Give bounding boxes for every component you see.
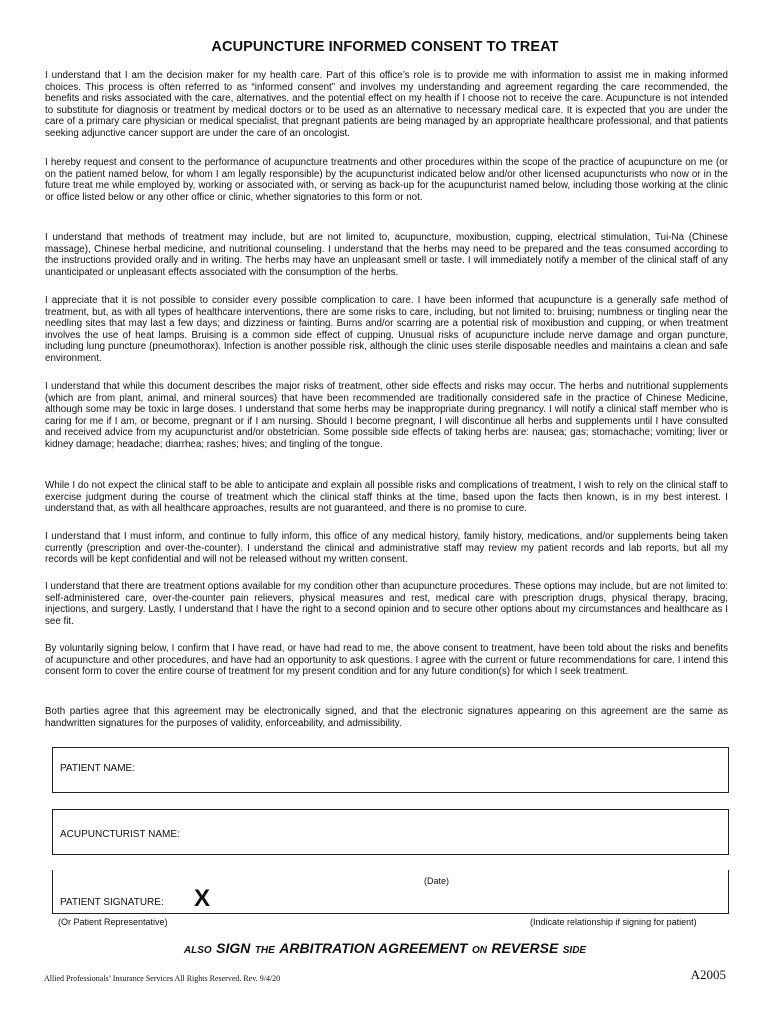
paragraph-informed-consent: I understand that I am the decision maker for my health care. Part of this office’s role is to provide me with information to assist me in making informed choices. This process is often referred to as “informed consent” and involves my understanding and agreement regarding the care recommended, the benefits and risks associated with the care, alternatives, and the potential effect on my health if I choose not to receive the care. Acupuncture is not intended to substitute for diagnosis or treatment by medical doctors or to be used as an alternative to necessary medical care. It is expected that you are under the care of a primary care physician or medical specialist, that pregnant patients are being managed by an appropriate healthcare professional, and that patients seeking adjunctive cancer support are under the care of an oncologist.	[45, 70, 728, 139]
patient-signature-label: PATIENT SIGNATURE:	[60, 897, 164, 908]
paragraph-clinical-judgment: While I do not expect the clinical staff to be able to anticipate and explain all possible risks and complications of treatment, I wish to rely on the clinical staff to exercise judgment during the course of treatment which the clinical staff thinks at the time, based upon the facts then known, is in my best interest. I understand that, as with all healthcare approaches, results are not guaranteed, and there is no promise to cure.	[45, 480, 728, 515]
signature-x-mark: X	[194, 885, 211, 912]
document-title: ACUPUNCTURE INFORMED CONSENT TO TREAT	[211, 39, 559, 55]
reminder-arbitration-agreement: ARBITRATION AGREEMENT	[279, 940, 468, 956]
reminder-word-the: THE	[254, 945, 275, 956]
copyright-notice: Allied Professionals’ Insurance Services All Rights Reserved. Rev. 9/4/20	[44, 974, 281, 983]
paragraph-treatment-methods: I understand that methods of treatment may include, but are not limited to, acupuncture, moxibustion, cupping, electrical stimulation, Tui-Na (Chinese massage), Chinese herbal medicine, and nutritional counseling. I understand that the herbs may need to be prepared and the teas consumed according to the instructions provided orally and in writing. The herbs may have an unpleasant smell or taste. I will immediately notify a member of the clinical staff of any unanticipated or unpleasant effects associated with the consumption of the herbs.	[45, 232, 728, 278]
date-label: (Date)	[424, 876, 450, 886]
reminder-word-sign: SIGN	[216, 940, 251, 956]
reminder-word-also: ALSO	[183, 945, 212, 956]
paragraph-voluntary-signing: By voluntarily signing below, I confirm that I have read, or have had read to me, the above consent to treatment, have been told about the risks and benefits of acupuncture and other procedures, and have had an opportunity to ask questions. I agree with the current or future recommendations for care. I intend this consent form to cover the entire course of treatment for my present condition and for any future condition(s) for which I seek treatment.	[45, 643, 728, 678]
paragraph-medical-history: I understand that I must inform, and continue to fully inform, this office of any medical history, family history, medications, and/or supplements being taken currently (prescription and over-the-counter). I understand the clinical and administrative staff may review my patient records and lab reports, but all my records will be kept confidential and will not be released without my written consent.	[45, 531, 728, 566]
arbitration-reminder	[0, 940, 770, 958]
patient-name-field[interactable]	[52, 747, 729, 793]
patient-name-label: PATIENT NAME:	[60, 763, 136, 774]
form-number: A2005	[690, 967, 726, 982]
acupuncturist-name-label: ACUPUNCTURIST NAME:	[60, 829, 180, 840]
paragraph-herbs-risks: I understand that while this document describes the major risks of treatment, other side effects and risks may occur. The herbs and nutritional supplements (which are from plant, animal, and mineral sources) that have been recommended are traditionally considered safe in the practice of Chinese Medicine, although some may be toxic in large doses. I understand that some herbs may be inappropriate during pregnancy. I will notify a clinical staff member who is caring for me if I am, or become, pregnant or if I am nursing. Should I become pregnant, I will discontinue all herbs and supplements until I have consulted and received advice from my acupuncturist and/or obstetrician. Some possible side effects of taking herbs are: nausea; gas; stomachache; vomiting; liver or kidney damage; headache; diarrhea; rashes; hives; and tingling of the tongue.	[45, 381, 728, 450]
paragraph-treatment-options: I understand that there are treatment options available for my condition other than acupuncture procedures. These options may include, but are not limited to: self-administered care, over-the-counter pain relievers, physical measures and rest, medical care with prescription drugs, physical therapy, bracing, injections, and surgery. Lastly, I understand that I have the right to a second opinion and to secure other options about my circumstances and healthcare as I see fit.	[45, 581, 728, 627]
paragraph-request-consent: I hereby request and consent to the performance of acupuncture treatments and other procedures within the scope of the practice of acupuncture on me (or on the patient named below, for whom I am legally responsible) by the acupuncturist indicated below and/or other licensed acupuncturists who now or in the future treat me while employed by, working or associated with, or serving as back-up for the acupuncturist named below, including those working at the clinic or office listed below or any other office or clinic, whether signatories to this form or not.	[45, 157, 728, 203]
reminder-word-side: SIDE	[562, 945, 587, 956]
reminder-word-reverse: REVERSE	[491, 940, 559, 956]
paragraph-electronic-signature: Both parties agree that this agreement may be electronically signed, and that the electronic signatures appearing on this agreement are the same as handwritten signatures for the purposes of validity, enforceability, and admissibility.	[45, 706, 728, 729]
relationship-label: (Indicate relationship if signing for patient)	[530, 917, 697, 927]
representative-label: (Or Patient Representative)	[58, 917, 168, 927]
paragraph-complications: I appreciate that it is not possible to consider every possible complication to care. I have been informed that acupuncture is a generally safe method of treatment, but, as with all types of healthcare interventions, there are some risks to care, including, but not limited to: bruising; numbness or tingling near the needling sites that may last a few days; and dizziness or fainting. Burns and/or scarring are a potential risk of moxibustion and cupping, or when treatment involves the use of heat lamps. Bruising is a common side effect of cupping. Unusual risks of acupuncture include nerve damage and organ puncture, including lung puncture (pneumothorax). Infection is another possible risk, although the clinic uses sterile disposable needles and maintains a clean and safe environment.	[45, 295, 728, 364]
reminder-word-on: ON	[471, 945, 487, 956]
